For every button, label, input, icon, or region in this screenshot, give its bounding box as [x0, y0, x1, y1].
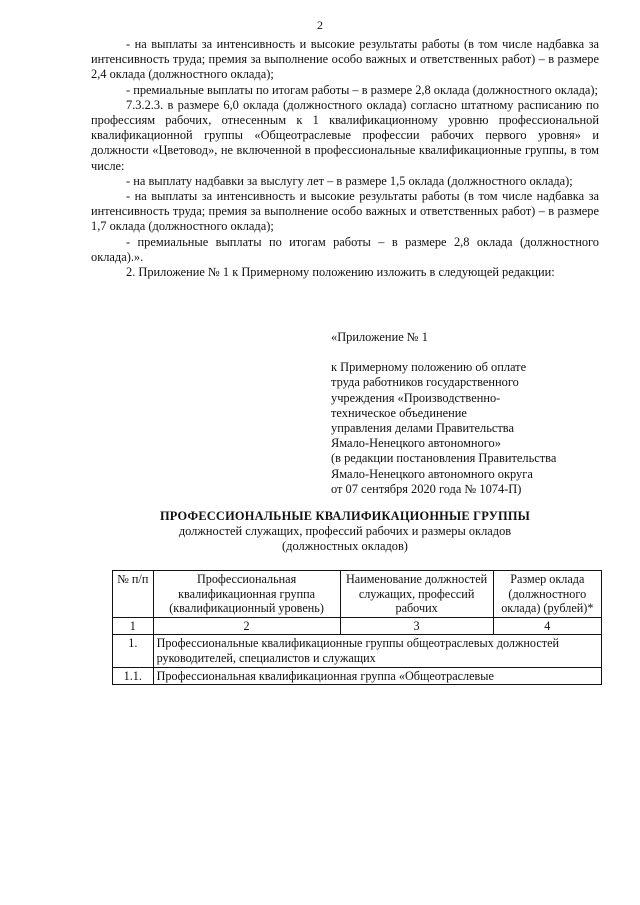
- appendix-reference: [331, 330, 606, 497]
- paragraph: - на выплаты за интенсивность и высокие результаты работы (в том числе надбавка за интенсивность труда; премия за выполнение особо важных и ответственных работ) – в размере 1,7 оклада (должностного оклада);: [91, 189, 599, 234]
- appendix-line: к Примерному положению об оплате: [331, 360, 527, 375]
- column-header-salary: Размер оклада (должностного оклада) (рублей)*: [493, 571, 601, 618]
- paragraph: - на выплату надбавки за выслугу лет – в размере 1,5 оклада (должностного оклада);: [126, 173, 573, 188]
- appendix-line: от 07 сентября 2020 года № 1074-П): [331, 481, 522, 496]
- section-subtitle: (должностных окладов): [282, 539, 408, 554]
- table-cell: 4: [493, 617, 601, 635]
- table-cell: 1.1.: [113, 667, 154, 685]
- appendix-line: Ямало-Ненецкого автономного округа: [331, 466, 533, 481]
- table-cell: 2: [153, 617, 340, 635]
- table-row: [113, 635, 602, 667]
- appendix-line: Ямало-Ненецкого автономного»: [331, 436, 501, 451]
- table-cell: 1: [113, 617, 154, 635]
- table-cell: 3: [340, 617, 493, 635]
- paragraph: 7.3.2.3. в размере 6,0 оклада (должностного оклада) согласно штатному расписанию по профессиям рабочих, отнесенным к 1 квалификационному уровню профессиональной квалификационной группы «Общеотраслевые профессии рабочих первого уровня» и должности «Цветовод», не включенной в профессиональные квалификационные группы, в том числе:: [91, 97, 599, 173]
- paragraph: - премиальные выплаты по итогам работы – в размере 2,8 оклада (должностного оклада).».: [91, 234, 599, 264]
- appendix-line: техническое объединение: [331, 405, 467, 420]
- appendix-line: (в редакции постановления Правительства: [331, 451, 557, 466]
- table-cell: 1.: [113, 635, 154, 667]
- table-cell: Профессиональная квалификационная группа «Общеотраслевые: [153, 667, 601, 685]
- table-header-row: [113, 571, 602, 618]
- appendix-title: «Приложение № 1: [331, 330, 428, 344]
- column-header-positions: Наименование должностей служащих, профессий рабочих: [340, 571, 493, 618]
- page-number: 2: [317, 18, 323, 32]
- section-heading: [91, 509, 599, 555]
- table-cell: Профессиональные квалификационные группы общеотраслевых должностей руководителей, специалистов и служащих: [153, 635, 601, 667]
- section-subtitle: должностей служащих, профессий рабочих и размеры окладов: [178, 524, 512, 539]
- appendix-line: труда работников государственного: [331, 375, 519, 390]
- table-row: [113, 667, 602, 685]
- qualification-groups-table: [112, 570, 602, 685]
- paragraph: - премиальные выплаты по итогам работы – в размере 2,8 оклада (должностного оклада);: [126, 82, 599, 97]
- appendix-line: учреждения «Производственно-: [331, 390, 501, 405]
- column-header-number: № п/п: [113, 571, 154, 618]
- body-text: [91, 37, 599, 280]
- section-title: ПРОФЕССИОНАЛЬНЫЕ КВАЛИФИКАЦИОННЫЕ ГРУППЫ: [159, 509, 531, 523]
- appendix-line: управления делами Правительства: [331, 421, 514, 436]
- table-numbering-row: [113, 617, 602, 635]
- column-header-group: Профессиональная квалификационная группа (квалификационный уровень): [153, 571, 340, 618]
- paragraph: 2. Приложение № 1 к Примерному положению изложить в следующей редакции:: [126, 265, 555, 280]
- paragraph: - на выплаты за интенсивность и высокие результаты работы (в том числе надбавка за интенсивность труда; премия за выполнение особо важных и ответственных работ) – в размере 2,4 оклада (должностного оклада);: [91, 37, 599, 82]
